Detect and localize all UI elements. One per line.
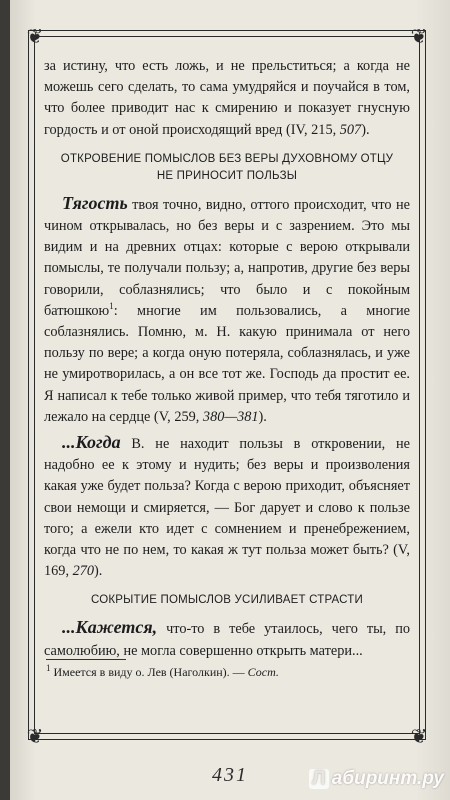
section-heading: СОКРЫТИЕ ПОМЫСЛОВ УСИЛИВАЕТ СТРАСТИ — [91, 594, 363, 607]
corner-ornament-icon: ❦ — [410, 726, 428, 748]
paragraph: ...Кажется, что-то в тебе утаилось, чего ты, по самолюбию, не могла совершенно открыть матери... — [44, 617, 410, 659]
page-number: 431 — [212, 764, 248, 786]
page-body — [44, 56, 410, 662]
section-heading: ОТКРОВЕНИЕ ПОМЫСЛОВ БЕЗ ВЕРЫ ДУХОВНОМУ ОТЦУ НЕ ПРИНОСИТ ПОЛЬЗЫ — [60, 152, 394, 182]
footnote-ref[interactable]: 1 — [109, 301, 114, 312]
book-page — [10, 0, 450, 800]
paragraph: ...Когда В. не находит пользы в откровении, не надобно ее к этому и нудить; без веры и произволения какая уже будет польза? Когда с верою приходит, объясняет свои немощи и смиряется, — Бог дарует и слово к пользе того; а ежели кто идет с сомнением и пренебрежением, когда что не по нем, то какая ж тут польза может быть? (V, 169, 270). — [44, 432, 410, 580]
labirint-logo-icon: Л — [309, 769, 329, 789]
paragraph: Тягость твоя точно, видно, оттого происходит, что не чином открывалась, но без веры и с зазрением. Это мы видим и на древних отцах: которые с верою открывали помыслы, те получали пользу; а, напротив, другие без веры говорили, соблазнялись; что было и с покойным батюшкою$^1$: многие им пользовались, а многие соблазнялись. Помню, м. Н. какую принимала от него пользу по вере; а когда оную потеряла, соблазнялась, и уже не умиротворилась, а он все тот же. Господь да простит ее. Я написал к тебе только живой пример, что тебя тяготило и лежало на сердце (V, 259, 380—381). — [44, 192, 410, 425]
footnote: $^1$ Имеется в виду о. Лев (Наголкин). — Сост. — [46, 663, 279, 679]
corner-ornament-icon: ❦ — [410, 26, 428, 48]
top-fragment: за истину, что есть ложь, и не прельститься; а когда не можешь сего сделать, то сама умудряйся и поучайся в том, что более приводит нас к смирению и показует гнусную гордость и от оной происходящий вред (IV, 215, 507). — [44, 58, 410, 138]
corner-ornament-icon: ❦ — [26, 726, 44, 748]
labirint-watermark: Л абиринт.ру — [309, 768, 444, 790]
corner-ornament-icon: ❦ — [26, 26, 44, 48]
footnote-divider — [46, 659, 126, 660]
